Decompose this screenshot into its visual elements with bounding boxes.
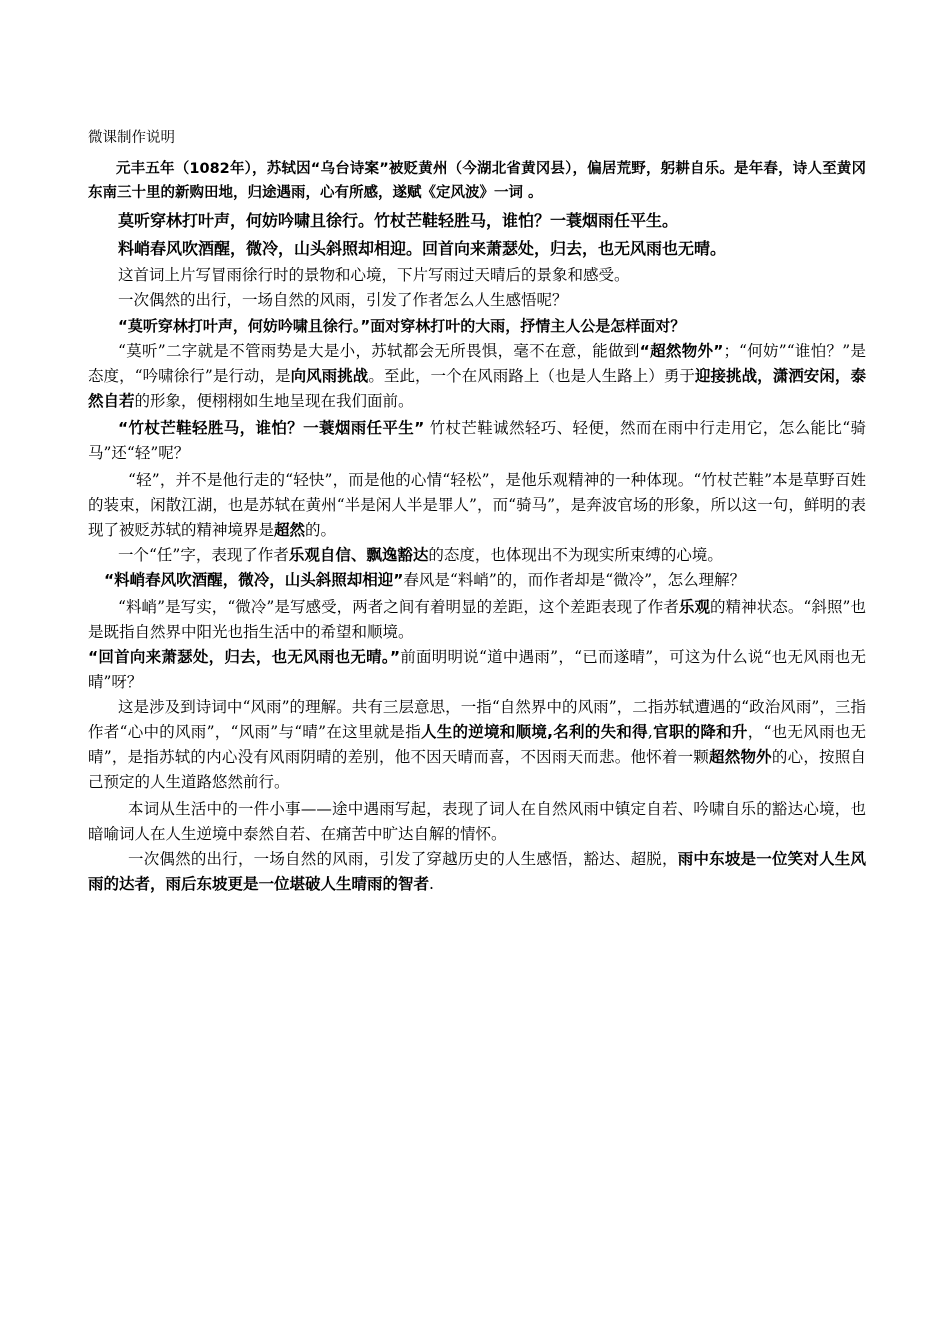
answer-2-text: 的态度，也体现出不为现实所束缚的心境。 <box>428 546 723 564</box>
poem-line-2: 料峭春风吹酒醒，微冷，山头斜照却相迎。回首向来萧瑟处，归去，也无风雨也无晴。 <box>118 239 727 258</box>
answer-3-text: “料峭”是写实，“微冷”是写感受，两者之间有着明显的差距，这个差距表现了作者 <box>118 598 679 616</box>
question-2-ask: 竹杖芒鞋诚然轻巧、轻便，然而在雨中行走用它，怎么能比“骑马”还“轻”呢？ <box>88 419 866 462</box>
answer-1-text: 的形象，便栩栩如生地呈现在我们面前。 <box>134 392 414 410</box>
answer-1-emphasis: 迎接挑战，潇洒安闲，泰然自若 <box>88 367 866 410</box>
answer-3 <box>88 595 866 645</box>
answer-3-text: 的精神状态。“斜照”也是既指自然界中阳光也指生活中的希望和顺境。 <box>88 598 866 641</box>
answer-2-emphasis: 乐观自信、飘逸豁达 <box>288 546 429 564</box>
answer-4 <box>88 695 866 795</box>
answer-4-text: ，“也无风雨也无晴”，是指苏轼的内心没有风雨阴晴的差别，他不因天晴而喜，不因雨天而悲。他怀着一颗 <box>88 723 866 766</box>
answer-2-text: “轻”，并不是他行走的“轻快”，而是他的心情“轻松”，是他乐观精神的一种体现。“竹杖芒鞋”本是草野百姓的装束，闲散江湖，也是苏轼在黄州“半是闲人半是罪人”，而“骑马”，是奔波官场的形象，所以这一句，鲜明的表现了被贬苏轼的精神境界是 <box>88 471 866 539</box>
document-heading: 微课制作说明 <box>88 130 175 146</box>
question-2-quote: “竹杖芒鞋轻胜马，谁怕？一蓑烟雨任平生” <box>118 419 425 437</box>
question-1 <box>88 313 866 339</box>
answer-4-text: , <box>647 723 653 741</box>
answer-1-text: ；“何妨”“谁怕？”是态度，“吟啸徐行”是行动，是 <box>88 342 867 385</box>
question-paragraph: 一次偶然的出行，一场自然的风雨，引发了作者怎么人生感悟呢？ <box>118 291 568 309</box>
question-4-quote: “回首向来萧瑟处，归去，也无风雨也无晴。” <box>88 648 401 666</box>
answer-1-text: 。至此，一个在风雨路上（也是人生路上）勇于 <box>368 367 695 385</box>
question-1-quote: “莫听穿林打叶声，何妨吟啸且徐行。” <box>118 317 371 335</box>
answer-2-paragraph-1 <box>88 468 866 543</box>
poem-line-1: 莫听穿林打叶声，何妨吟啸且徐行。竹杖芒鞋轻胜马，谁怕？一蓑烟雨任平生。 <box>118 211 679 230</box>
question-1-ask: 面对穿林打叶的大雨，抒情主人公是怎样面对？ <box>370 317 686 335</box>
answer-2-emphasis: 超然 <box>274 521 306 539</box>
intro-paragraph: 元丰五年（1082年），苏轼因“乌台诗案”被贬黄州（今湖北省黄冈县），偏居荒野，躬耕自乐。是年春，诗人至黄冈东南三十里的新购田地，归途遇雨，心有所感，遂赋《定风波》一词 。 <box>88 161 866 201</box>
conclusion-text: 一次偶然的出行，一场自然的风雨，引发了穿越历史的人生感悟，豁达、超脱， <box>128 850 678 868</box>
conclusion-text: . <box>429 875 434 893</box>
answer-4-text: 的心，按照自己预定的人生道路悠然前行。 <box>88 748 866 791</box>
summary-paragraph: 这首词上片写冒雨徐行时的景物和心境，下片写雨过天晴后的景象和感受。 <box>118 266 630 284</box>
answer-2-paragraph-2 <box>88 543 866 568</box>
answer-4-emphasis: 超然物外 <box>709 748 772 766</box>
conclusion-paragraph-2 <box>88 847 866 897</box>
answer-2-text: 一个“任”字，表现了作者 <box>118 546 289 564</box>
question-4 <box>88 645 866 695</box>
answer-4-text: 这是涉及到诗词中“风雨”的理解。共有三层意思，一指“自然界中的风雨”，二指苏轼遭遇的“政治风雨”，三指作者“心中的风雨”，“风雨”与“晴”在这里就是指 <box>88 698 866 741</box>
conclusion-paragraph-1: 本词从生活中的一件小事——途中遇雨写起，表现了词人在自然风雨中镇定自若、吟啸自乐的豁达心境，也暗喻词人在人生逆境中泰然自若、在痛苦中旷达自解的情怀。 <box>88 800 866 843</box>
question-3-quote: “料峭春风吹酒醒，微冷，山头斜照却相迎” <box>104 571 404 589</box>
answer-4-emphasis: 人生的逆境和顺境,名利的失和得 <box>420 723 648 741</box>
answer-2-text: 的。 <box>305 521 337 539</box>
question-2 <box>88 416 866 466</box>
conclusion-emphasis: 雨中东坡是一位笑对人生风雨的达者，雨后东坡更是一位堪破人生晴雨的智者 <box>88 850 866 893</box>
question-3-ask: 春风是“料峭”的，而作者却是“微冷”，怎么理解？ <box>403 571 746 589</box>
answer-1-emphasis: “超然物外” <box>639 342 724 360</box>
document-body <box>88 122 866 897</box>
question-4-ask: 前面明明说“道中遇雨”，“已而遂晴”，可这为什么说“也无风雨也无晴”呀？ <box>88 648 866 691</box>
answer-1-text: “莫听”二字就是不管雨势是大是小，苏轼都会无所畏惧，毫不在意，能做到 <box>118 342 640 360</box>
answer-1-emphasis: 向风雨挑战 <box>290 367 369 385</box>
answer-1 <box>88 339 866 414</box>
answer-4-emphasis: 官职的降和升 <box>652 723 748 741</box>
answer-3-emphasis: 乐观 <box>678 598 711 616</box>
question-3 <box>88 568 866 593</box>
